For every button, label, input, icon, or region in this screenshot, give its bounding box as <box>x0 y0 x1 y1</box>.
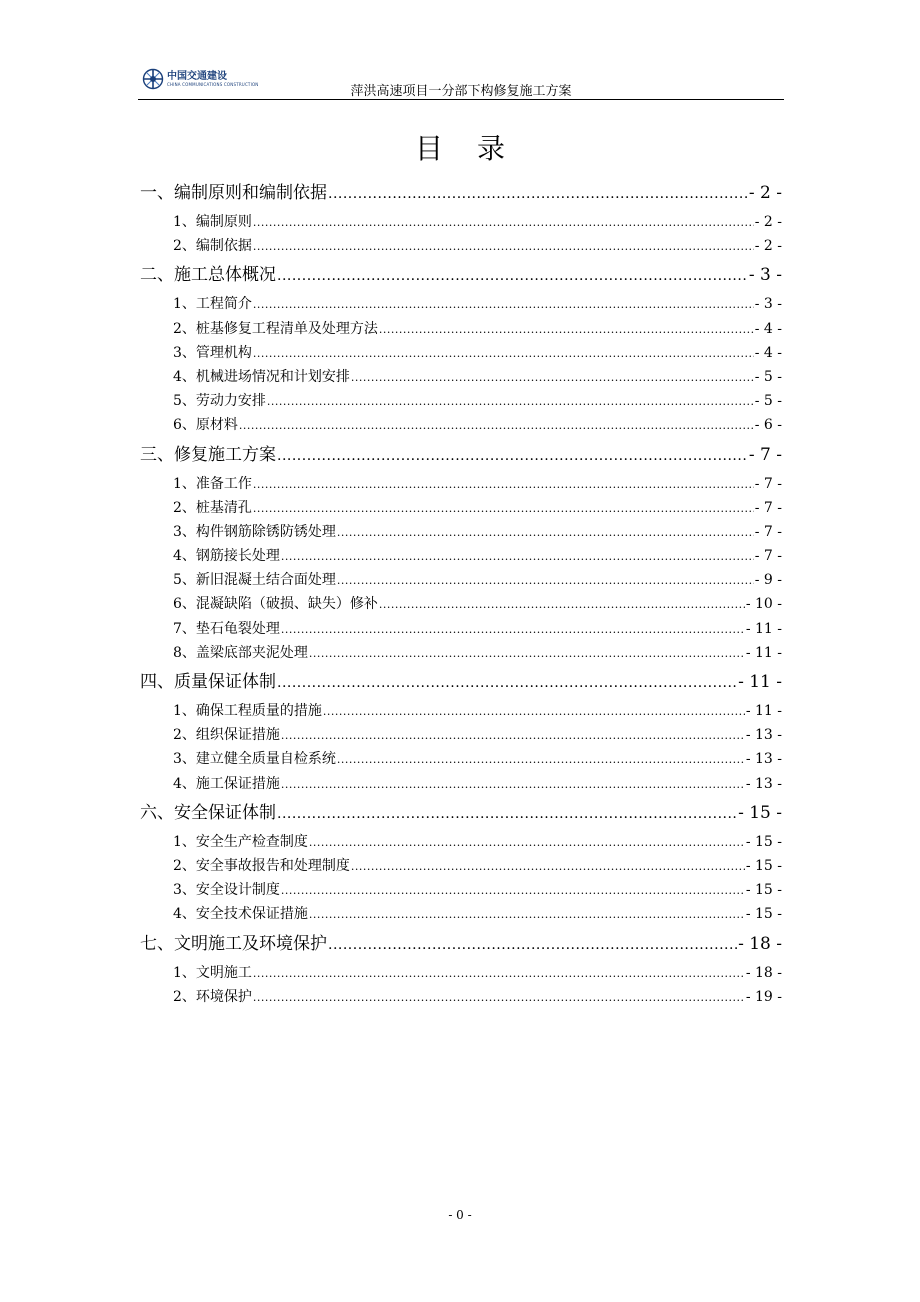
dot-leader <box>277 258 748 293</box>
dot-leader <box>337 568 754 593</box>
dot-leader <box>253 210 754 235</box>
toc-entry-label: 5、新旧混凝土结合面处理 <box>173 572 336 589</box>
toc-subsection[interactable] <box>140 830 782 854</box>
toc-entry-label: 4、钢筋接长处理 <box>173 548 280 565</box>
toc-entry-label: 1、工程简介 <box>173 296 252 313</box>
toc-section[interactable] <box>140 796 782 830</box>
toc-entry-page: - 18 - <box>745 964 782 981</box>
toc-section[interactable] <box>140 665 782 699</box>
toc-entry-label: 3、安全设计制度 <box>173 882 280 899</box>
toc-entry-label: 3、管理机构 <box>173 344 252 361</box>
toc-entry-page: - 13 - <box>745 751 782 768</box>
toc-entry-label: 4、机械进场情况和计划安排 <box>173 368 350 385</box>
toc-entry-label: 3、建立健全质量自检系统 <box>173 751 336 768</box>
toc-entry-page: - 13 - <box>745 727 782 744</box>
dot-leader <box>281 772 745 797</box>
dot-leader <box>328 927 737 962</box>
toc-subsection[interactable] <box>140 472 782 496</box>
toc-entry-label: 一、编制原则和编制依据 <box>140 183 327 203</box>
toc-entry-page: - 15 - <box>745 906 782 923</box>
dot-leader <box>309 902 745 927</box>
dot-leader <box>253 985 745 1010</box>
toc-subsection[interactable] <box>140 723 782 747</box>
toc-subsection[interactable] <box>140 413 782 437</box>
toc-entry-page: - 11 - <box>745 620 782 637</box>
toc-subsection[interactable] <box>140 234 782 258</box>
toc-subsection[interactable] <box>140 961 782 985</box>
logo-cn-text: 中国交通建设 <box>167 71 227 82</box>
toc-subsection[interactable] <box>140 772 782 796</box>
dot-leader <box>239 413 754 438</box>
toc-subsection[interactable] <box>140 747 782 771</box>
toc-section[interactable] <box>140 927 782 961</box>
toc-entry-label: 七、文明施工及环境保护 <box>140 933 327 954</box>
dot-leader <box>253 292 754 317</box>
toc-subsection[interactable] <box>140 902 782 926</box>
toc-subsection[interactable] <box>140 210 782 234</box>
dot-leader <box>253 234 754 259</box>
toc-entry-page: - 4 - <box>754 344 782 361</box>
dot-leader <box>277 796 737 831</box>
toc-title: 目录 <box>414 132 539 165</box>
table-of-contents <box>140 176 782 1009</box>
dot-leader <box>253 496 754 521</box>
toc-entry-page: - 19 - <box>745 988 782 1005</box>
dot-leader <box>281 617 745 642</box>
toc-entry-label: 四、质量保证体制 <box>140 672 276 692</box>
toc-subsection[interactable] <box>140 985 782 1009</box>
toc-entry-page: - 15 - <box>745 857 782 874</box>
toc-entry-label: 4、安全技术保证措施 <box>173 906 308 923</box>
dot-leader <box>328 176 748 211</box>
toc-section[interactable] <box>140 258 782 292</box>
header-title: 萍洪高速项目一分部下构修复施工方案 <box>350 84 572 99</box>
toc-entry-label: 2、组织保证措施 <box>173 727 280 744</box>
dot-leader <box>277 665 737 700</box>
toc-subsection[interactable] <box>140 544 782 568</box>
toc-entry-page: - 18 - <box>738 933 782 954</box>
dot-leader <box>267 389 754 414</box>
toc-entry-page: - 2 - <box>754 214 782 230</box>
toc-entry-label: 6、原材料 <box>173 417 238 434</box>
toc-subsection[interactable] <box>140 496 782 520</box>
toc-entry-page: - 6 - <box>754 417 782 434</box>
toc-entry-label: 2、环境保护 <box>173 988 252 1005</box>
toc-subsection[interactable] <box>140 699 782 723</box>
toc-entry-page: - 5 - <box>754 393 782 410</box>
toc-entry-label: 2、编制依据 <box>173 238 252 255</box>
toc-entry-label: 1、文明施工 <box>173 964 252 981</box>
header-rule <box>138 99 784 100</box>
dot-leader <box>309 641 745 666</box>
toc-subsection[interactable] <box>140 592 782 616</box>
dot-leader <box>337 520 754 545</box>
toc-subsection[interactable] <box>140 365 782 389</box>
toc-section[interactable] <box>140 438 782 472</box>
dot-leader <box>323 699 745 724</box>
dot-leader <box>253 341 754 366</box>
toc-subsection[interactable] <box>140 878 782 902</box>
toc-entry-page: - 7 - <box>748 444 782 465</box>
toc-subsection[interactable] <box>140 568 782 592</box>
toc-entry-label: 5、劳动力安排 <box>173 393 266 410</box>
toc-subsection[interactable] <box>140 292 782 316</box>
dot-leader <box>379 592 745 617</box>
toc-entry-label: 7、垫石龟裂处理 <box>173 620 280 637</box>
toc-entry-label: 二、施工总体概况 <box>140 265 276 286</box>
toc-entry-label: 2、桩基清孔 <box>173 499 252 516</box>
dot-leader <box>351 854 745 879</box>
toc-entry-page: - 7 - <box>754 475 782 492</box>
toc-entry-label: 1、确保工程质量的措施 <box>173 703 322 719</box>
toc-subsection[interactable] <box>140 341 782 365</box>
toc-subsection[interactable] <box>140 641 782 665</box>
toc-entry-page: - 3 - <box>748 265 782 286</box>
dot-leader <box>379 317 754 342</box>
dot-leader <box>351 365 754 390</box>
toc-entry-page: - 9 - <box>754 572 782 589</box>
toc-entry-label: 6、混凝缺陷（破损、缺失）修补 <box>173 596 378 613</box>
toc-entry-label: 1、编制原则 <box>173 214 252 230</box>
dot-leader <box>253 961 745 986</box>
toc-entry-label: 3、构件钢筋除锈防锈处理 <box>173 523 336 540</box>
dot-leader <box>337 747 745 772</box>
toc-entry-page: - 7 - <box>754 499 782 516</box>
toc-entry-page: - 15 - <box>738 802 782 823</box>
toc-entry-label: 六、安全保证体制 <box>140 802 276 823</box>
toc-entry-page: - 7 - <box>754 548 782 565</box>
logo-en-text: CHINA COMMUNICATIONS CONSTRUCTION <box>167 82 259 87</box>
toc-entry-page: - 5 - <box>754 368 782 385</box>
dot-leader <box>309 830 745 855</box>
toc-entry-page: - 2 - <box>748 183 782 203</box>
toc-entry-page: - 11 - <box>745 644 782 661</box>
toc-entry-label: 1、安全生产检查制度 <box>173 833 308 850</box>
toc-subsection[interactable] <box>140 317 782 341</box>
toc-entry-label: 8、盖梁底部夹泥处理 <box>173 644 308 661</box>
toc-subsection[interactable] <box>140 854 782 878</box>
toc-entry-page: - 15 - <box>745 882 782 899</box>
toc-entry-page: - 3 - <box>754 296 782 313</box>
toc-entry-label: 4、施工保证措施 <box>173 775 280 792</box>
page-number: - 0 - <box>448 1208 472 1222</box>
toc-entry-label: 1、准备工作 <box>173 475 252 492</box>
toc-section[interactable] <box>140 176 782 210</box>
toc-subsection[interactable] <box>140 617 782 641</box>
toc-entry-label: 2、安全事故报告和处理制度 <box>173 857 350 874</box>
dot-leader <box>281 878 745 903</box>
page-header <box>138 62 784 102</box>
dot-leader <box>281 723 745 748</box>
toc-entry-page: - 11 - <box>745 703 782 719</box>
toc-entry-page: - 10 - <box>745 596 782 613</box>
dot-leader <box>281 544 754 569</box>
dot-leader <box>277 438 748 473</box>
toc-entry-page: - 15 - <box>745 833 782 850</box>
toc-entry-label: 三、修复施工方案 <box>140 444 276 465</box>
toc-entry-page: - 7 - <box>754 523 782 540</box>
toc-entry-page: - 13 - <box>745 775 782 792</box>
toc-entry-page: - 11 - <box>738 672 782 692</box>
toc-entry-label: 2、桩基修复工程清单及处理方法 <box>173 320 378 337</box>
toc-entry-page: - 4 - <box>754 320 782 337</box>
toc-subsection[interactable] <box>140 520 782 544</box>
dot-leader <box>253 472 754 497</box>
toc-subsection[interactable] <box>140 389 782 413</box>
toc-entry-page: - 2 - <box>754 238 782 255</box>
